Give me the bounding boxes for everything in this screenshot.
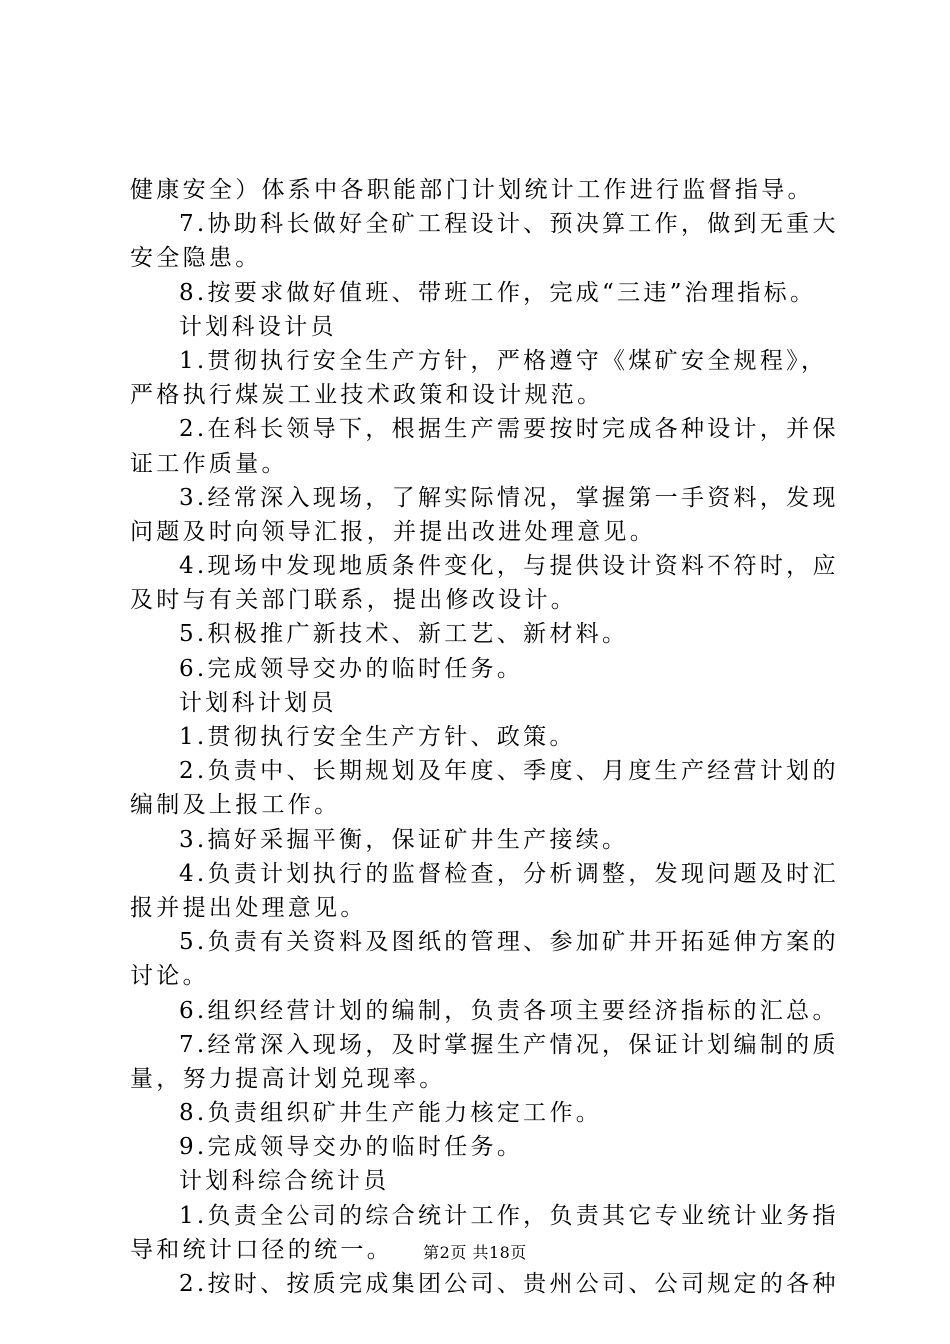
page-footer: 第2页 共18页 — [423, 1243, 527, 1262]
text-line: 8.按要求做好值班、带班工作，完成“三违”治理指标。 — [179, 279, 817, 306]
text-line: 及时与有关部门联系，提出修改设计。 — [130, 587, 578, 614]
text-line: 3.经常深入现场，了解实际情况，掌握第一手资料，发现 — [179, 484, 839, 511]
text-line: 问题及时向领导汇报，并提出改进处理意见。 — [130, 518, 656, 545]
text-line: 计划科综合统计员 — [179, 1168, 390, 1195]
document-body — [130, 173, 839, 1301]
text-line: 1.负责全公司的综合统计工作，负责其它专业统计业务指 — [179, 1202, 839, 1229]
text-line: 导和统计口径的统一。 — [130, 1236, 393, 1263]
text-line: 7.协助科长做好全矿工程设计、预决算工作，做到无重大 — [179, 211, 839, 238]
text-line: 计划科设计员 — [179, 313, 337, 340]
text-line: 9.完成领导交办的临时任务。 — [179, 1134, 524, 1161]
text-line: 安全隐患。 — [130, 245, 262, 272]
text-line: 严格执行煤炭工业技术政策和设计规范。 — [130, 382, 604, 409]
text-line: 4.负责计划执行的监督检查，分析调整，发现问题及时汇 — [179, 860, 839, 887]
text-line: 1.贯彻执行安全生产方针，严格遵守《煤矿安全规程》， — [179, 347, 828, 374]
text-line: 1.贯彻执行安全生产方针、政策。 — [179, 724, 576, 750]
text-line: 编制及上报工作。 — [130, 792, 341, 819]
text-line: 报并提出处理意见。 — [130, 894, 367, 921]
text-line: 计划科计划员 — [179, 689, 337, 716]
text-line: 2.在科长领导下，根据生产需要按时完成各种设计，并保 — [179, 416, 839, 443]
text-line: 证工作质量。 — [130, 450, 288, 477]
text-line: 5.负责有关资料及图纸的管理、参加矿井开拓延伸方案的 — [179, 929, 839, 956]
text-line: 7.经常深入现场，及时掌握生产情况，保证计划编制的质 — [179, 1031, 839, 1058]
text-line: 8.负责组织矿井生产能力核定工作。 — [179, 1100, 603, 1127]
text-line: 量，努力提高计划兑现率。 — [130, 1065, 446, 1092]
text-line: 3.搞好采掘平衡，保证矿井生产接续。 — [179, 826, 629, 853]
text-line: 4.现场中发现地质条件变化，与提供设计资料不符时，应 — [179, 553, 839, 580]
text-line: 6.组织经营计划的编制，负责各项主要经济指标的汇总。 — [179, 997, 839, 1024]
text-line: 健康安全）体系中各职能部门计划统计工作进行监督指导。 — [130, 177, 814, 203]
text-line: 讨论。 — [130, 963, 209, 990]
text-line: 5.积极推广新技术、新工艺、新材料。 — [179, 621, 629, 648]
text-line: 2.负责中、长期规划及年度、季度、月度生产经营计划的 — [179, 758, 839, 785]
text-line: 6.完成领导交办的临时任务。 — [179, 655, 524, 682]
text-line: 2.按时、按质完成集团公司、贵州公司、公司规定的各种 — [179, 1271, 839, 1297]
